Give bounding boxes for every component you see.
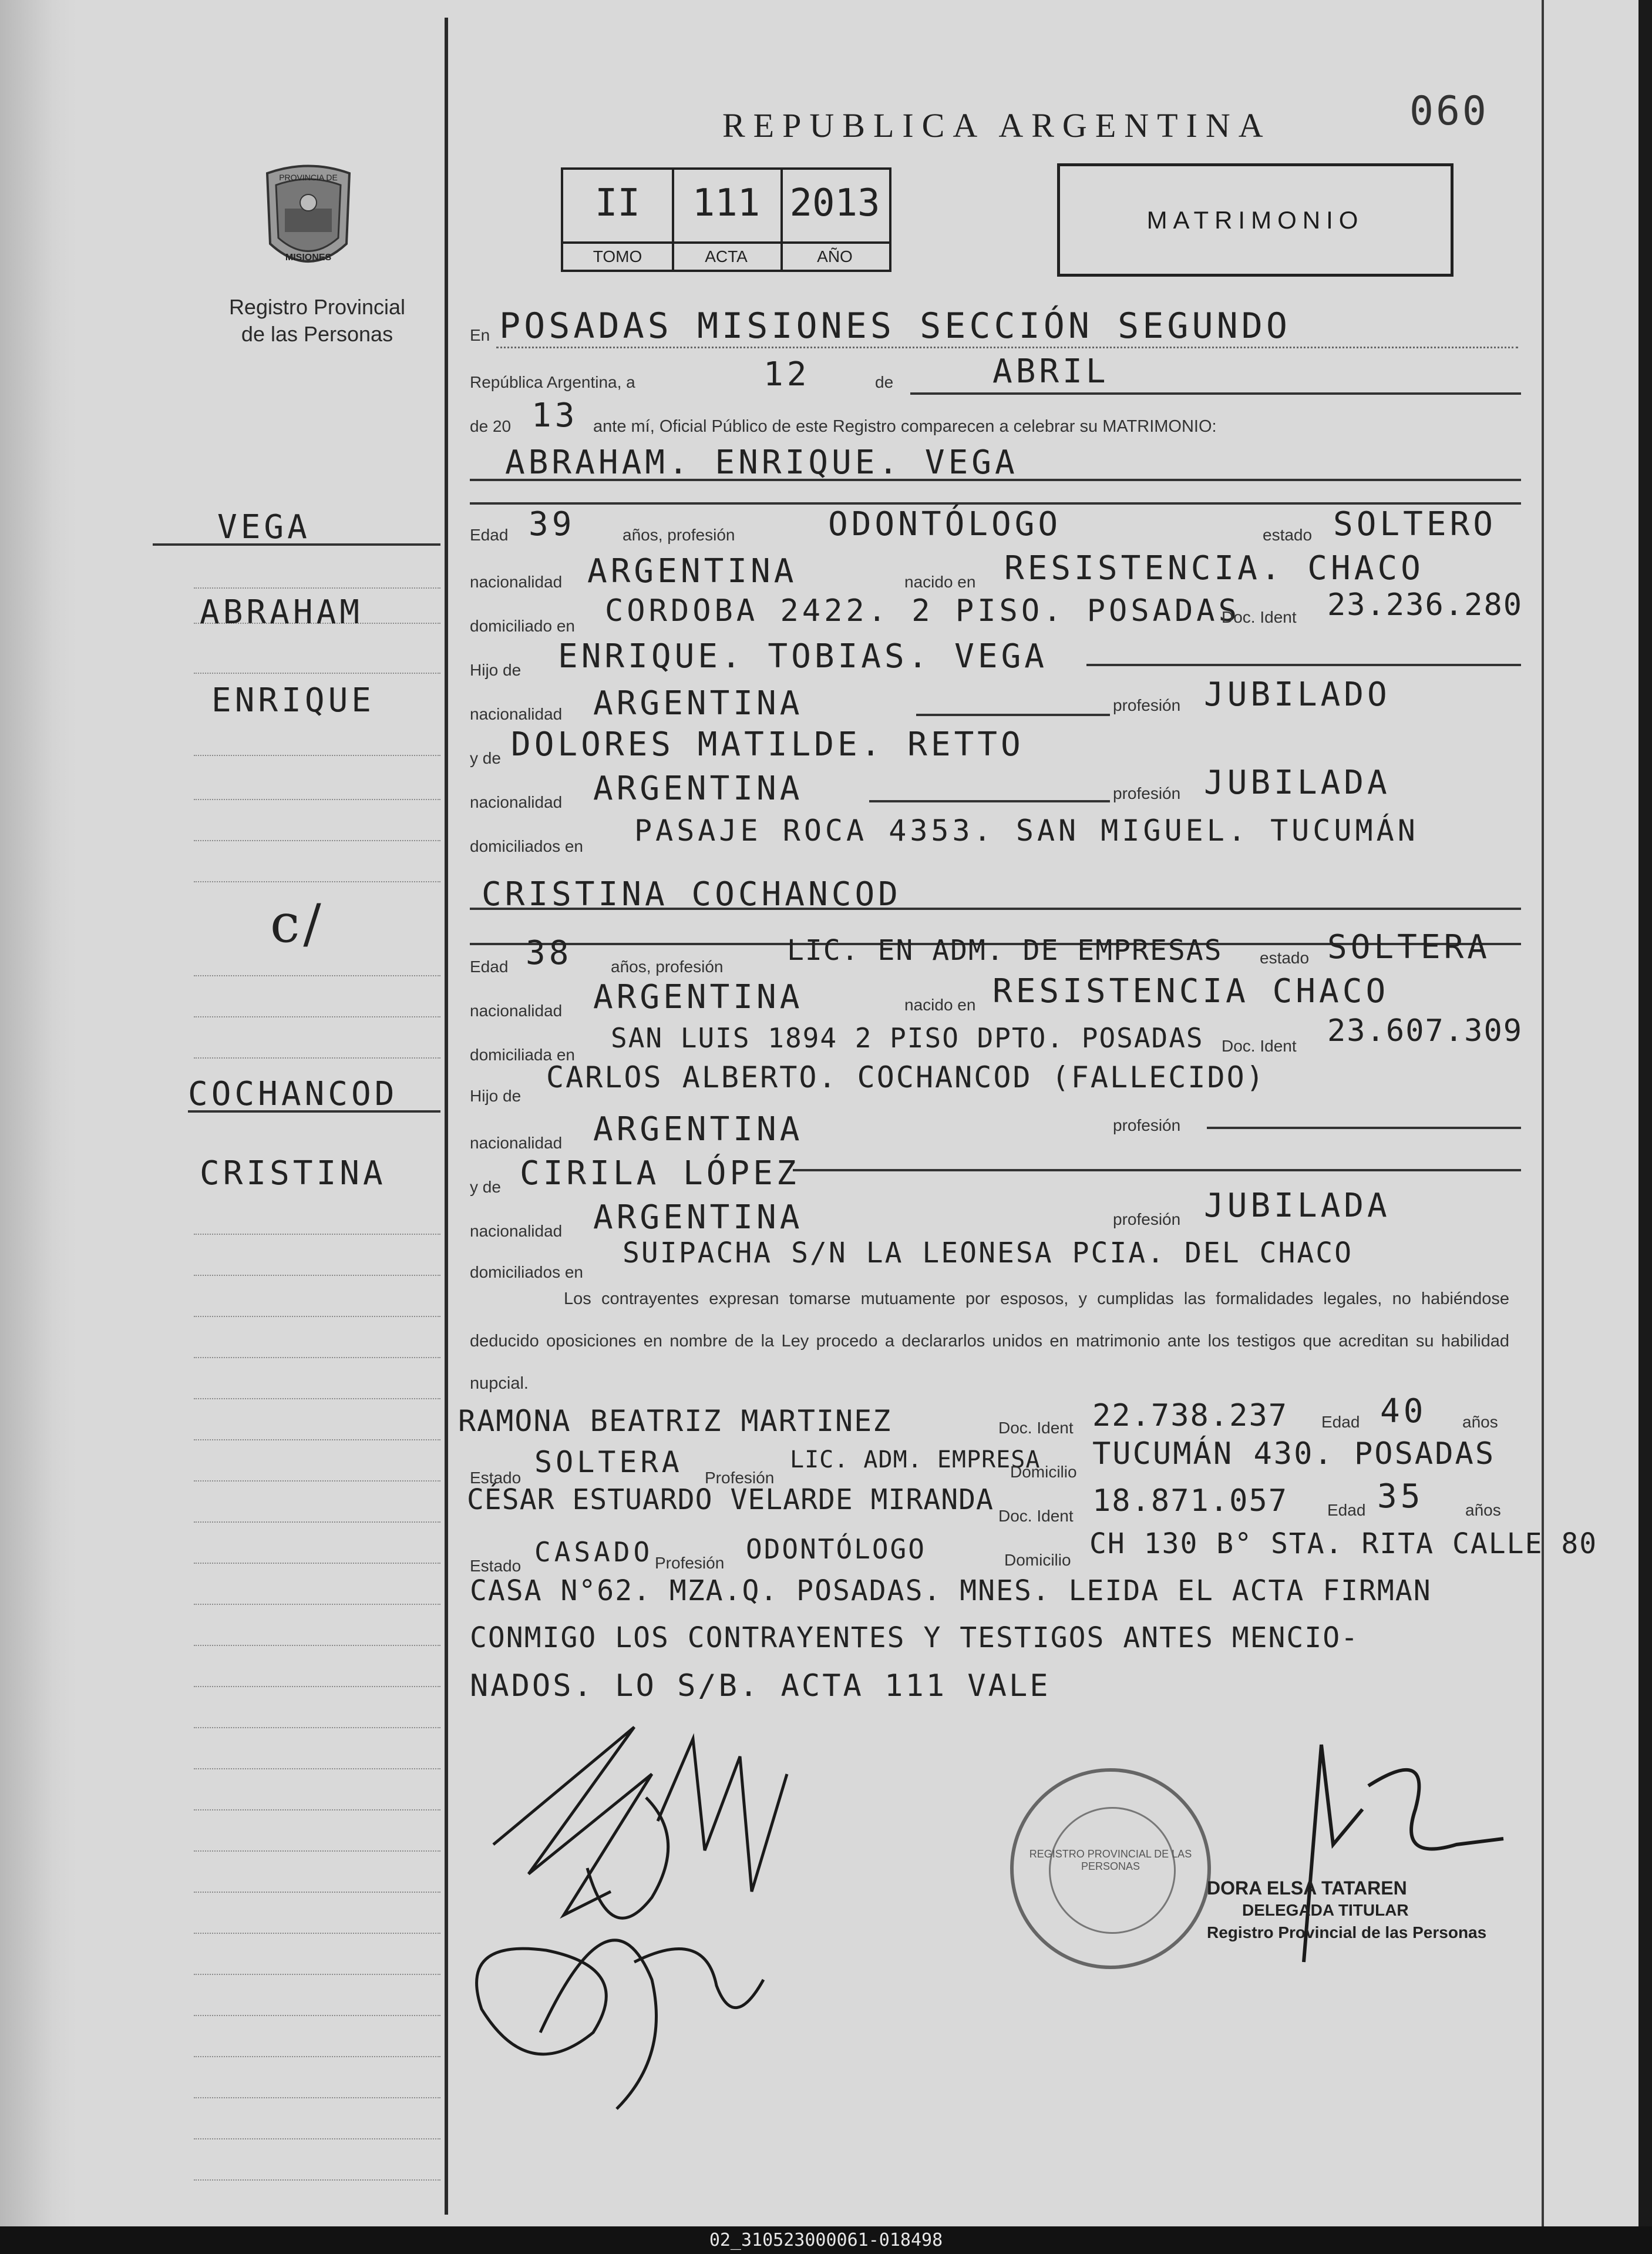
bride-doc-label: Doc. Ident xyxy=(1222,1037,1297,1055)
groom-nationality: ARGENTINA xyxy=(587,552,798,590)
book-spine xyxy=(0,0,76,2226)
groom-parents-domicile: PASAJE ROCA 4353. SAN MIGUEL. TUCUMÁN xyxy=(634,814,1419,848)
official-seal xyxy=(1010,1768,1211,1969)
groom-name-rule2 xyxy=(470,502,1521,505)
bride-parents-dom-label: domiciliados en xyxy=(470,1263,583,1281)
bride-mother-nat-label: nacionalidad xyxy=(470,1222,563,1240)
country-title: REPUBLICA ARGENTINA xyxy=(722,106,1271,145)
crest-caption-bottom: MISIONES xyxy=(285,253,332,263)
bride-mother-rule xyxy=(793,1169,1521,1171)
witness2-domicile-label: Domicilio xyxy=(1004,1551,1071,1569)
acta-label: ACTA xyxy=(672,241,780,270)
bride-father-nationality: ARGENTINA xyxy=(593,1110,803,1148)
closing-line3: NADOS. LO S/B. ACTA 111 VALE xyxy=(470,1668,1051,1704)
groom-and-label: y de xyxy=(470,749,501,767)
bride-name-rule xyxy=(470,908,1521,910)
scan-id: 02_310523000061-018498 xyxy=(709,2230,943,2250)
margin-bride-surname: COCHANCOD xyxy=(188,1075,398,1113)
year-label: AÑO xyxy=(780,241,889,270)
witness2-status: CASADO xyxy=(534,1536,654,1568)
groom-father-nat-label: nacionalidad xyxy=(470,705,563,723)
witness2-doc: 18.871.057 xyxy=(1092,1483,1288,1519)
margin-groom-surname: VEGA xyxy=(217,508,311,546)
witness2-profession: ODONTÓLOGO xyxy=(746,1533,926,1565)
day-month-de-label: de xyxy=(875,373,894,391)
folio-number: 060 xyxy=(1409,88,1489,135)
bride-daughter-of-label: Hijo de xyxy=(470,1087,521,1105)
bride-years-prof-label: años, profesión xyxy=(611,958,724,976)
certificate-type: MATRIMONIO xyxy=(1057,163,1454,277)
bride-parents-domicile: SUIPACHA S/N LA LEONESA PCIA. DEL CHACO xyxy=(623,1237,1354,1269)
groom-mother-prof-label: profesión xyxy=(1113,784,1181,802)
registry-name-line2: de las Personas xyxy=(241,322,393,346)
bride-born: RESISTENCIA CHACO xyxy=(992,972,1389,1010)
bride-domicile-label: domiciliada en xyxy=(470,1046,575,1064)
witness1-domicile-label: Domicilio xyxy=(1010,1463,1077,1481)
day-value: 12 xyxy=(763,355,810,394)
margin-rule xyxy=(445,18,448,2215)
witness1-doc-label: Doc. Ident xyxy=(998,1419,1074,1437)
groom-father-profession: JUBILADO xyxy=(1204,676,1391,714)
republic-label: República Argentina, a xyxy=(470,373,635,391)
year-value: 2013 xyxy=(789,182,880,225)
margin-groom-surname-rule xyxy=(153,543,440,546)
closing-line1: CASA N°62. MZA.Q. POSADAS. MNES. LEIDA EL ACTA FIRMAN xyxy=(470,1574,1432,1607)
groom-domicile: CORDOBA 2422. 2 PISO. POSADAS xyxy=(605,593,1240,629)
witness1-prof-label: Profesión xyxy=(705,1469,775,1487)
groom-parents-dom-label: domiciliados en xyxy=(470,837,583,855)
groom-mother-nat-label: nacionalidad xyxy=(470,793,563,811)
witness2-name: CÉSAR ESTUARDO VELARDE MIRANDA xyxy=(467,1483,994,1516)
bride-mother-prof-label: profesión xyxy=(1113,1210,1181,1228)
witness2-prof-label: Profesión xyxy=(655,1554,725,1572)
bride-domicile: SAN LUIS 1894 2 PISO DPTO. POSADAS xyxy=(611,1022,1204,1054)
groom-son-of-label: Hijo de xyxy=(470,661,521,679)
groom-age-label: Edad xyxy=(470,526,509,544)
bride-father-nat-label: nacionalidad xyxy=(470,1134,563,1152)
witness2-age: 35 xyxy=(1377,1477,1424,1516)
groom-mother-nationality: ARGENTINA xyxy=(593,770,803,808)
year-cell xyxy=(780,170,889,270)
groom-mother-profession: JUBILADA xyxy=(1204,764,1391,802)
groom-status-label: estado xyxy=(1263,526,1313,544)
bride-born-label: nacido en xyxy=(904,996,976,1014)
groom-father-nationality: ARGENTINA xyxy=(593,684,803,723)
bride-status: SOLTERA xyxy=(1327,928,1491,966)
bride-father: CARLOS ALBERTO. COCHANCOD (FALLECIDO) xyxy=(546,1060,1266,1094)
groom-born-label: nacido en xyxy=(904,573,976,591)
bride-and-label: y de xyxy=(470,1178,501,1196)
groom-doc-label: Doc. Ident xyxy=(1222,608,1297,626)
margin-bride-surname-rule xyxy=(188,1110,440,1113)
groom-nationality-label: nacionalidad xyxy=(470,573,563,591)
groom-father: ENRIQUE. TOBIAS. VEGA xyxy=(558,637,1048,676)
bride-full-name: CRISTINA COCHANCOD xyxy=(482,875,901,913)
acta-cell xyxy=(672,170,783,270)
acta-value: 111 xyxy=(692,182,761,225)
crest-caption-top: PROVINCIA DE xyxy=(279,173,338,182)
margin-connector: c/ xyxy=(270,893,325,955)
groom-doc: 23.236.280 xyxy=(1327,587,1523,623)
groom-status: SOLTERO xyxy=(1333,505,1497,543)
groom-domicile-label: domiciliado en xyxy=(470,617,575,635)
bride-father-prof-label: profesión xyxy=(1113,1116,1181,1134)
bride-mother-profession: JUBILADA xyxy=(1204,1187,1391,1225)
official-name: DORA ELSA TATAREN xyxy=(1207,1877,1407,1899)
witness2-doc-label: Doc. Ident xyxy=(998,1507,1074,1525)
witness1-profession: LIC. ADM. EMPRESA xyxy=(790,1446,1041,1473)
groom-born: RESISTENCIA. CHACO xyxy=(1004,549,1424,587)
closing-line2: CONMIGO LOS CONTRAYENTES Y TESTIGOS ANTES MENCIO- xyxy=(470,1621,1360,1654)
witness2-status-label: Estado xyxy=(470,1557,521,1575)
official-office: Registro Provincial de las Personas xyxy=(1207,1923,1487,1941)
contractor-signatures xyxy=(458,1704,928,2115)
bride-age: 38 xyxy=(526,934,573,972)
month-value: ABRIL xyxy=(992,352,1109,391)
witness1-status-label: Estado xyxy=(470,1469,521,1487)
witness1-years-label: años xyxy=(1462,1413,1498,1431)
place-rule xyxy=(496,347,1518,348)
groom-father-prof-label: profesión xyxy=(1113,696,1181,714)
registry-name xyxy=(194,294,440,348)
groom-age: 39 xyxy=(529,505,576,543)
seal-text: REGISTRO PROVINCIAL DE LAS PERSONAS xyxy=(1029,1848,1192,1872)
act-reference-box xyxy=(561,167,891,272)
tomo-cell xyxy=(563,170,674,270)
bride-mother-nationality: ARGENTINA xyxy=(593,1198,803,1237)
right-edge-rule xyxy=(1542,0,1544,2226)
witness1-doc: 22.738.237 xyxy=(1092,1398,1288,1433)
official-role: DELEGADA TITULAR xyxy=(1242,1901,1409,1919)
bride-nationality: ARGENTINA xyxy=(593,978,803,1016)
en-label: En xyxy=(470,326,490,344)
margin-groom-name1: ABRAHAM xyxy=(200,593,364,631)
margin-bride-name: CRISTINA xyxy=(200,1154,386,1192)
witness2-domicile: CH 130 B° STA. RITA CALLE 80 xyxy=(1089,1527,1598,1560)
tomo-label: TOMO xyxy=(563,241,672,270)
margin-groom-name2: ENRIQUE xyxy=(211,681,375,720)
declaration-text: Los contrayentes expresan tomarse mutuamente por esposos, y cumplidas las formalidades legales, no habiéndose deducido oposiciones en nombre de la Ley procedo a declararlos unidos en matrimonio ante los testigos que acreditan su habilidad nupcial. xyxy=(470,1289,1509,1393)
bride-doc: 23.607.309 xyxy=(1327,1013,1523,1049)
official-stamp xyxy=(1207,1877,1486,1944)
bride-profession: LIC. EN ADM. DE EMPRESAS xyxy=(787,934,1223,967)
place-value: POSADAS MISIONES SECCIÓN SEGUNDO xyxy=(499,305,1291,347)
groom-years-prof-label: años, profesión xyxy=(623,526,735,544)
witness1-domicile: TUCUMÁN 430. POSADAS xyxy=(1092,1436,1496,1472)
witness2-years-label: años xyxy=(1465,1501,1501,1519)
tomo-value: II xyxy=(594,182,641,225)
bride-status-label: estado xyxy=(1260,949,1310,967)
month-rule xyxy=(910,392,1521,395)
year-prefix: de 20 xyxy=(470,417,512,435)
province-crest-icon xyxy=(258,162,358,279)
witness1-name: RAMONA BEATRIZ MARTINEZ xyxy=(458,1404,892,1438)
year-suffix: 13 xyxy=(531,397,578,435)
scan-id-bar xyxy=(0,2226,1652,2254)
witness1-age-label: Edad xyxy=(1321,1413,1360,1431)
groom-mother: DOLORES MATILDE. RETTO xyxy=(511,725,1024,764)
groom-mother-nat-rule xyxy=(869,800,1110,802)
groom-father-rule xyxy=(1086,664,1521,666)
bride-mother: CIRILA LÓPEZ xyxy=(520,1154,800,1192)
bride-age-label: Edad xyxy=(470,958,509,976)
registry-name-line1: Registro Provincial xyxy=(228,295,406,319)
bride-father-prof-rule xyxy=(1207,1127,1521,1129)
witness1-age: 40 xyxy=(1380,1392,1427,1430)
groom-profession: ODONTÓLOGO xyxy=(828,505,1062,543)
bride-nationality-label: nacionalidad xyxy=(470,1002,563,1020)
appear-text: ante mí, Oficial Público de este Registro comparecen a celebrar su MATRIMONIO: xyxy=(593,417,1217,436)
groom-father-nat-rule xyxy=(916,714,1110,716)
groom-name-rule xyxy=(470,479,1521,481)
witness2-age-label: Edad xyxy=(1327,1501,1366,1519)
groom-full-name: ABRAHAM. ENRIQUE. VEGA xyxy=(505,444,1018,482)
witness1-status: SOLTERA xyxy=(534,1445,683,1479)
